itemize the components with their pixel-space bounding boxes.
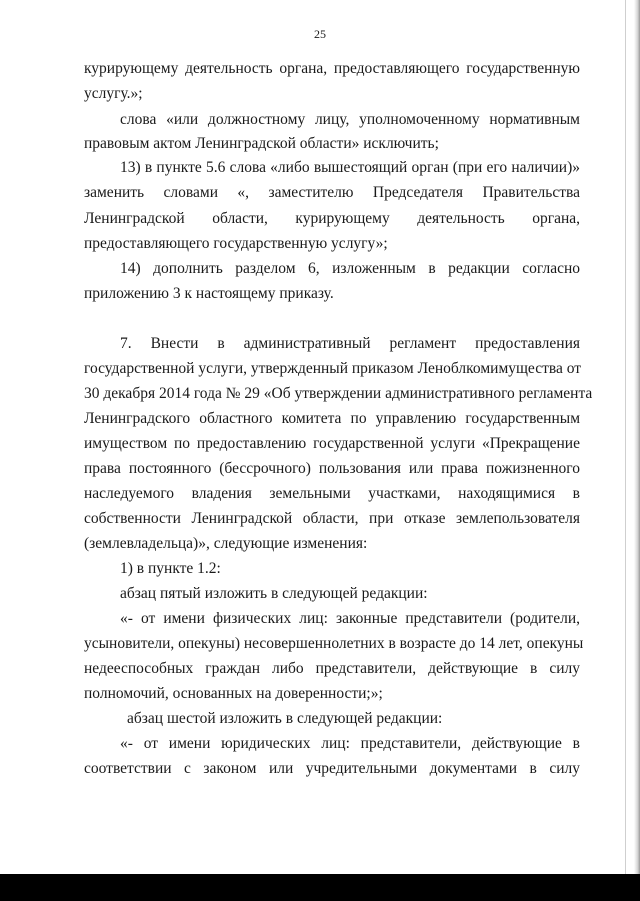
text-line: 13) в пункте 5.6 слова «либо вышестоящий орган (при его наличии)» xyxy=(120,159,580,176)
page-shadow xyxy=(634,0,640,875)
text-line: собственности Ленинградской области, при отказе землепользователя xyxy=(84,510,580,527)
text-line: слова «или должностному лицу, уполномоченному нормативным xyxy=(120,111,580,128)
text-line: 7. Внести в административный регламент предоставления xyxy=(120,335,580,352)
text-line: «- от имени физических лиц: законные представители (родители, xyxy=(120,610,580,627)
page-number: 25 xyxy=(314,27,326,41)
text-line: услугу.»; xyxy=(84,85,143,102)
page-edge xyxy=(625,0,626,875)
text-line: усыновители, опекуны) несовершеннолетних в возрасте до 14 лет, опекуны xyxy=(84,635,584,652)
text-line: (землевладельца)», следующие изменения: xyxy=(84,535,368,552)
scan-bottom-border xyxy=(0,874,640,901)
text-line: наследуемого владения земельными участками, находящимися в xyxy=(84,485,580,502)
text-line: абзац шестой изложить в следующей редакции: xyxy=(127,710,443,727)
text-line: курирующему деятельность органа, предоставляющего государственную xyxy=(84,60,580,77)
text-line: соответствии с законом или учредительными документами в силу xyxy=(84,760,580,777)
text-line: Ленинградской области, курирующему деятельность органа, xyxy=(84,210,580,227)
text-line: абзац пятый изложить в следующей редакции: xyxy=(120,585,428,602)
text-line: предоставляющего государственную услугу»; xyxy=(84,235,388,252)
text-line: государственной услуги, утвержденный приказом Леноблкомимущества от xyxy=(84,360,582,377)
text-line: приложению 3 к настоящему приказу. xyxy=(84,285,334,302)
text-line: 14) дополнить разделом 6, изложенным в редакции согласно xyxy=(120,260,580,277)
text-line: 30 декабря 2014 года № 29 «Об утверждении административного регламента xyxy=(84,385,593,402)
text-line: недееспособных граждан либо представители, действующие в силу xyxy=(84,660,580,677)
text-line: «- от имени юридических лиц: представители, действующие в xyxy=(120,735,580,752)
text-line: имуществом по предоставлению государственной услуги «Прекращение xyxy=(84,435,580,452)
text-line: 1) в пункте 1.2: xyxy=(120,560,221,577)
text-line: Ленинградского областного комитета по управлению государственным xyxy=(84,410,580,427)
text-line: заменить словами «, заместителю Председателя Правительства xyxy=(84,184,580,201)
text-line: права постоянного (бессрочного) пользования или права пожизненного xyxy=(84,460,580,477)
text-line: правовым актом Ленинградской области» исключить; xyxy=(84,135,439,152)
text-line: полномочий, основанных на доверенности;»; xyxy=(84,685,383,702)
